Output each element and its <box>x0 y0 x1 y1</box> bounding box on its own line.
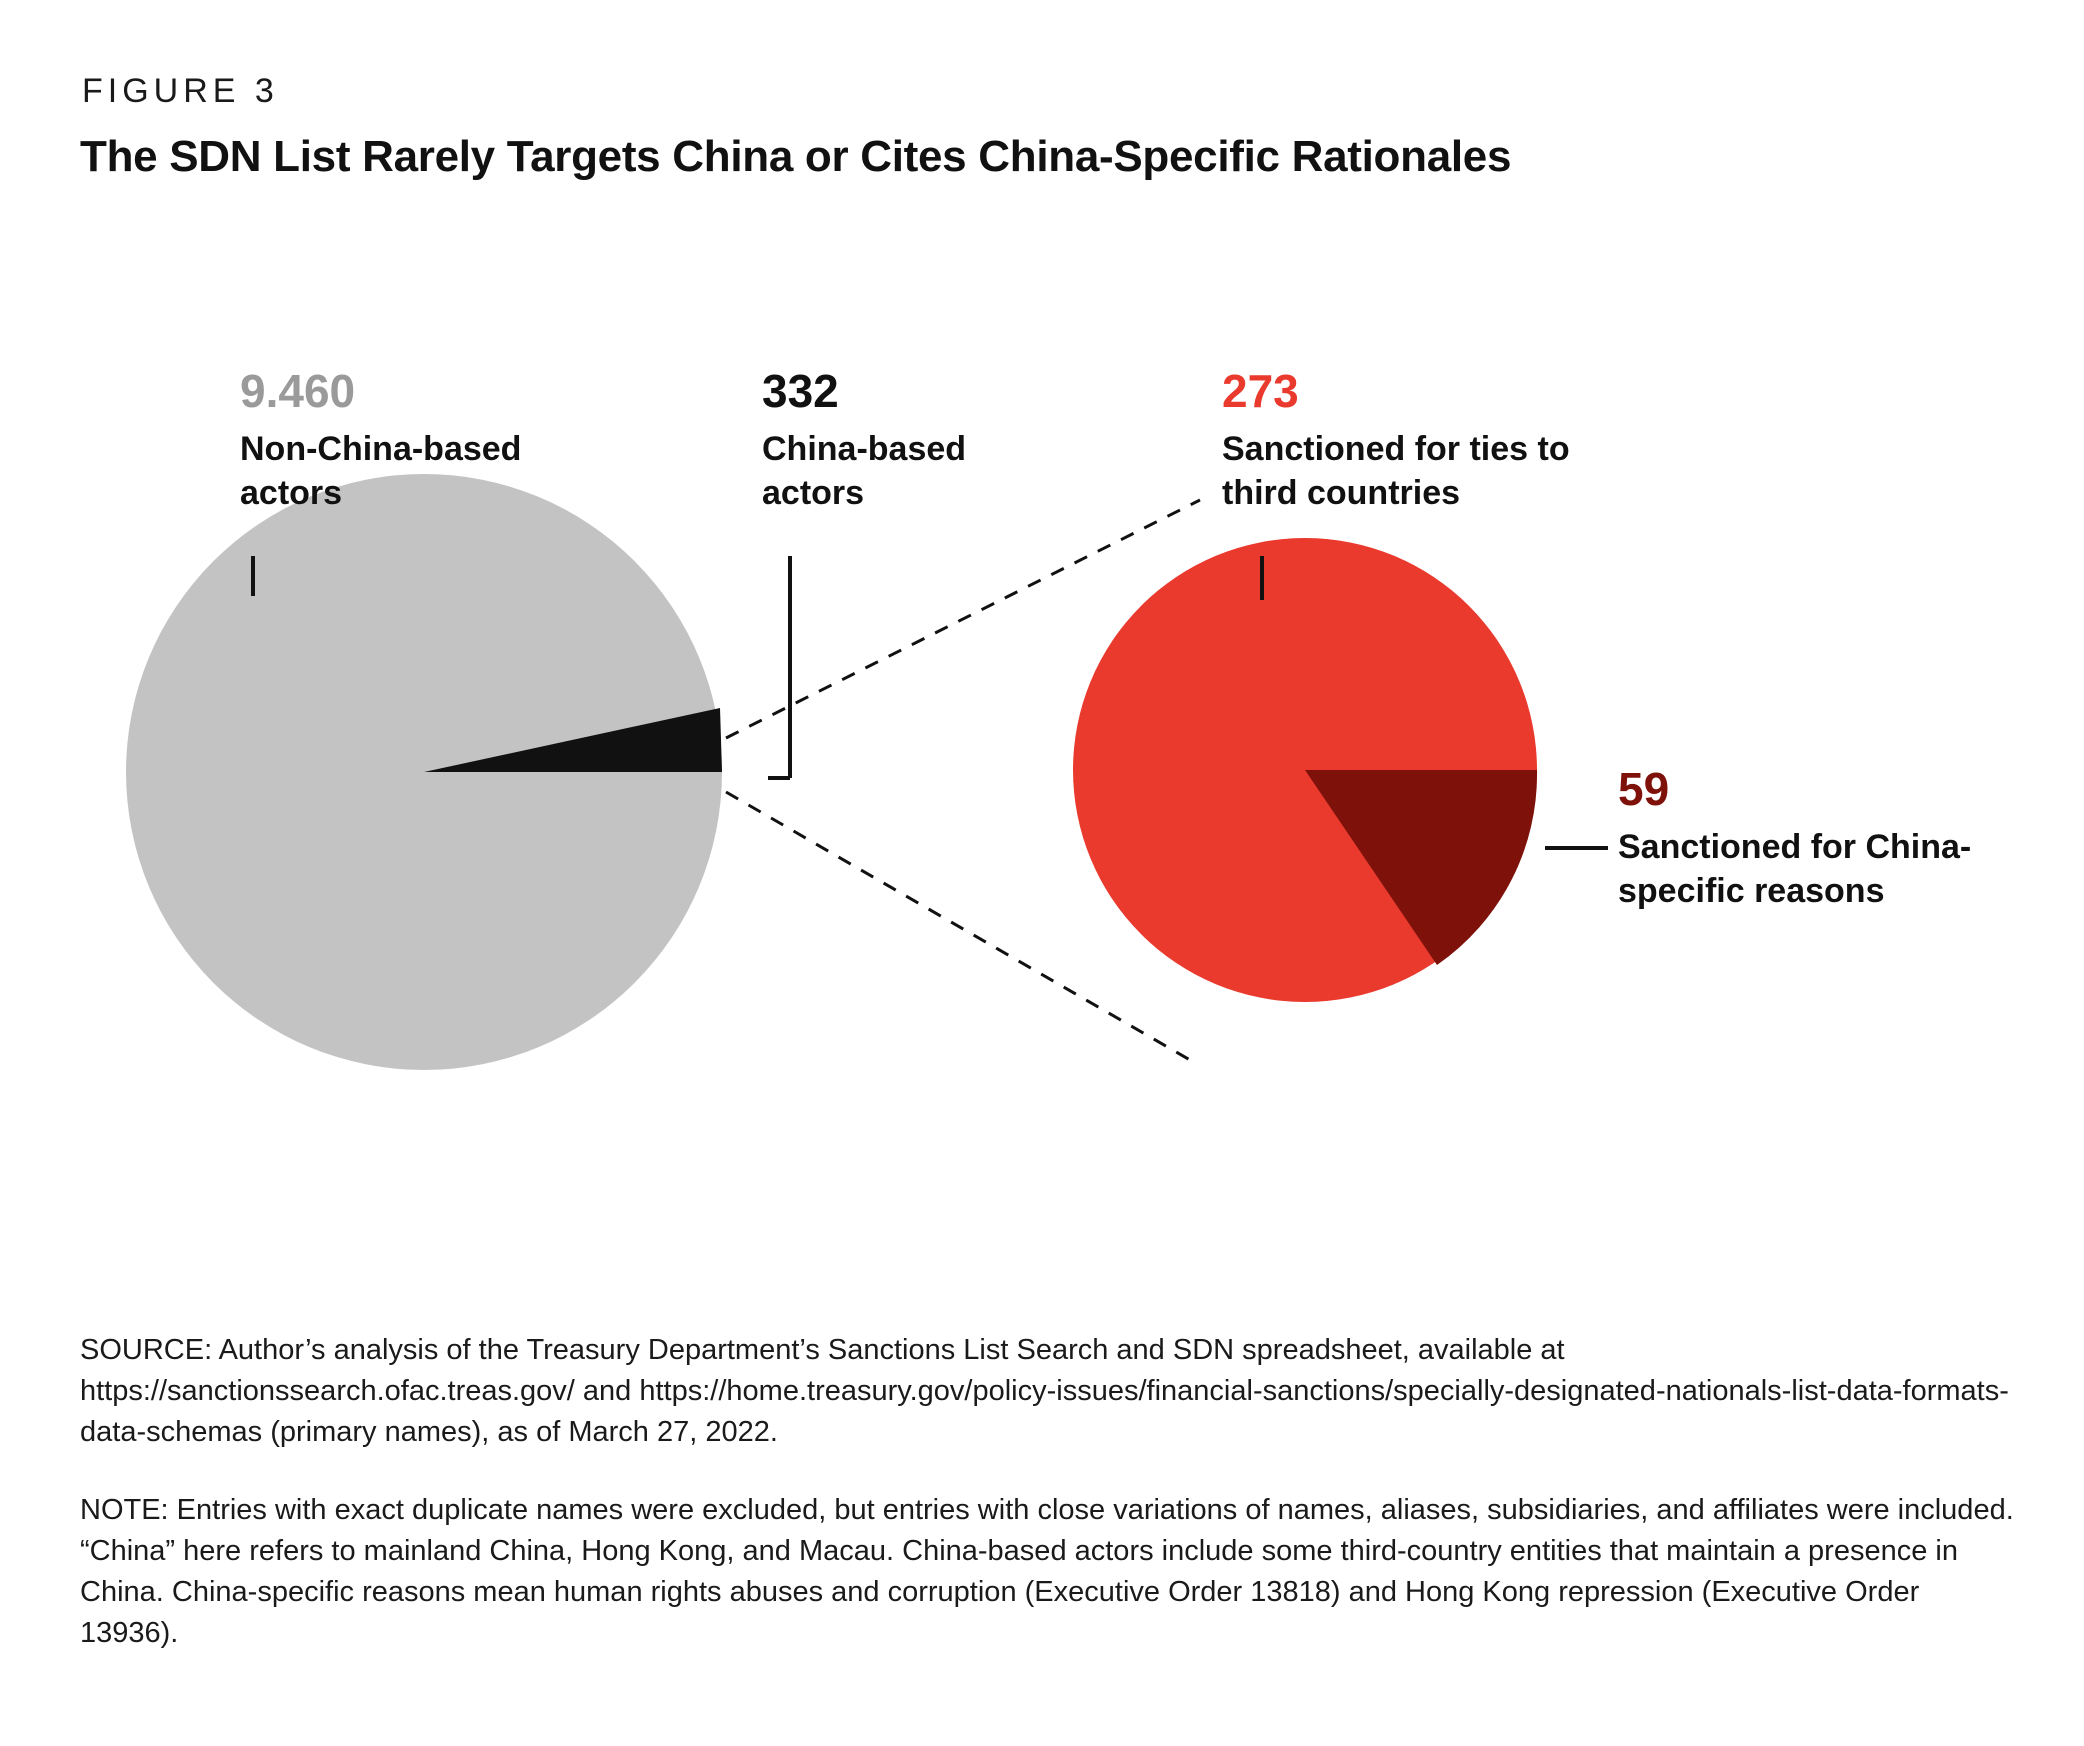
callout-china-specific <box>1618 763 2084 913</box>
callout-value-china-specific: 59 <box>1618 763 1670 815</box>
page-title: The SDN List Rarely Targets China or Cites China-Specific Rationales <box>80 132 1512 181</box>
chart-area <box>0 300 2084 1240</box>
note-text: NOTE: Entries with exact duplicate names were excluded, but entries with close variations of names, aliases, subsidiaries, and affiliates were included. “China” here refers to mainland China, Hong Kong, and Macau. China-based actors include some third-country entities that maintain a presence in China. China-specific reasons mean human rights abuses and corruption (Executive Order 13818) and Hong Kong repression (Executive Order 13936). <box>80 1493 2014 1650</box>
callout-value-third-country: 273 <box>1222 365 1299 417</box>
callout-label-non-china: Non-China-based actors <box>240 430 522 512</box>
callout-value-china: 332 <box>762 365 839 417</box>
figure-label: FIGURE 3 <box>82 72 279 110</box>
footnotes <box>80 1330 2020 1654</box>
callout-third-country <box>1222 365 1642 515</box>
callout-china <box>762 365 1062 515</box>
callout-value-non-china: 9.460 <box>240 365 356 417</box>
callout-label-third-country: Sanctioned for ties to third countries <box>1222 430 1570 512</box>
callout-label-china: China-based actors <box>762 430 967 512</box>
callout-label-china-specific: Sanctioned for China-specific reasons <box>1618 828 1972 910</box>
source-note: SOURCE: Author’s analysis of the Treasury Department’s Sanctions List Search and SDN spreadsheet, available at https://sanctionssearch.ofac.treas.gov/ and https://home.treasury.gov/policy-issues/financial-sanctions/specially-designated-nationals-list-data-formats-data-schemas (primary names), as of March 27, 2022. <box>80 1334 2009 1449</box>
callout-non-china <box>240 365 600 515</box>
